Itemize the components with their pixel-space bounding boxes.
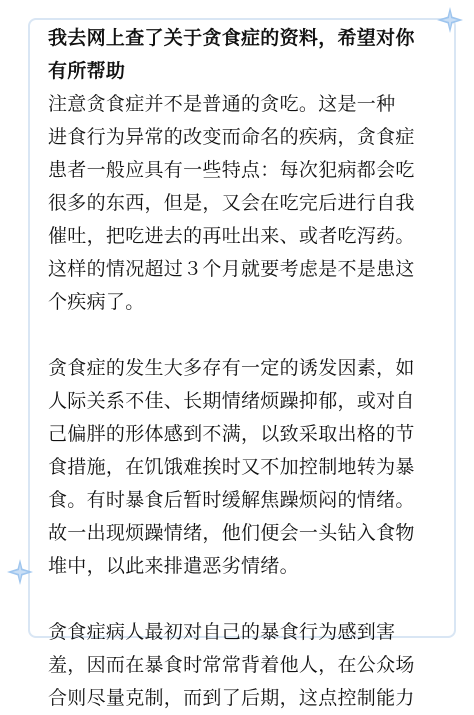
paragraph-line: 合则尽量克制，而到了后期，这点控制能力 [48, 687, 415, 709]
paragraph-line: 注意贪食症并不是普通的贪吃。这是一种 [48, 93, 396, 115]
paragraph-line: 羞，因而在暴食时常常背着他人，在公众场 [48, 654, 415, 676]
paragraph [48, 88, 440, 319]
paragraph-line: 己偏胖的形体感到不满，以致采取出格的节 [48, 423, 415, 445]
paragraph-line: 个疾病了。 [48, 291, 145, 313]
paragraph [48, 352, 440, 583]
paragraph-line: 贪食症病人最初对自己的暴食行为感到害 [48, 621, 396, 643]
paragraph-line: 催吐，把吃进去的再吐出来、或者吃泻药。 [48, 225, 415, 247]
title-line: 有所帮助 [48, 60, 126, 82]
paragraph-line: 患者一般应具有一些特点：每次犯病都会吃 [48, 159, 415, 181]
article-title [48, 22, 440, 88]
paragraph-line: 进食行为异常的改变而命名的疾病，贪食症 [48, 126, 415, 148]
paragraph-line: 食。有时暴食后暂时缓解焦躁烦闷的情绪。 [48, 489, 415, 511]
paragraph-line: 很多的东西，但是，又会在吃完后进行自我 [48, 192, 415, 214]
paragraph [48, 616, 440, 715]
paragraph-line: 贪食症的发生大多存有一定的诱发因素，如 [48, 357, 415, 379]
paragraph-line: 堆中，以此来排遣恶劣情绪。 [48, 555, 299, 577]
article-content [48, 22, 440, 715]
title-line: 我去网上查了关于贪食症的资料，希望对你 [48, 27, 415, 49]
paragraph-line: 故一出现烦躁情绪，他们便会一头钻入食物 [48, 522, 415, 544]
paragraph-line: 这样的情况超过３个月就要考虑是不是患这 [48, 258, 415, 280]
paragraph-line: 人际关系不佳、长期情绪烦躁抑郁，或对自 [48, 390, 415, 412]
sparkle-star-icon [6, 558, 34, 586]
sparkle-star-icon [436, 6, 464, 34]
paragraph-line: 食措施，在饥饿难挨时又不加控制地转为暴 [48, 456, 415, 478]
